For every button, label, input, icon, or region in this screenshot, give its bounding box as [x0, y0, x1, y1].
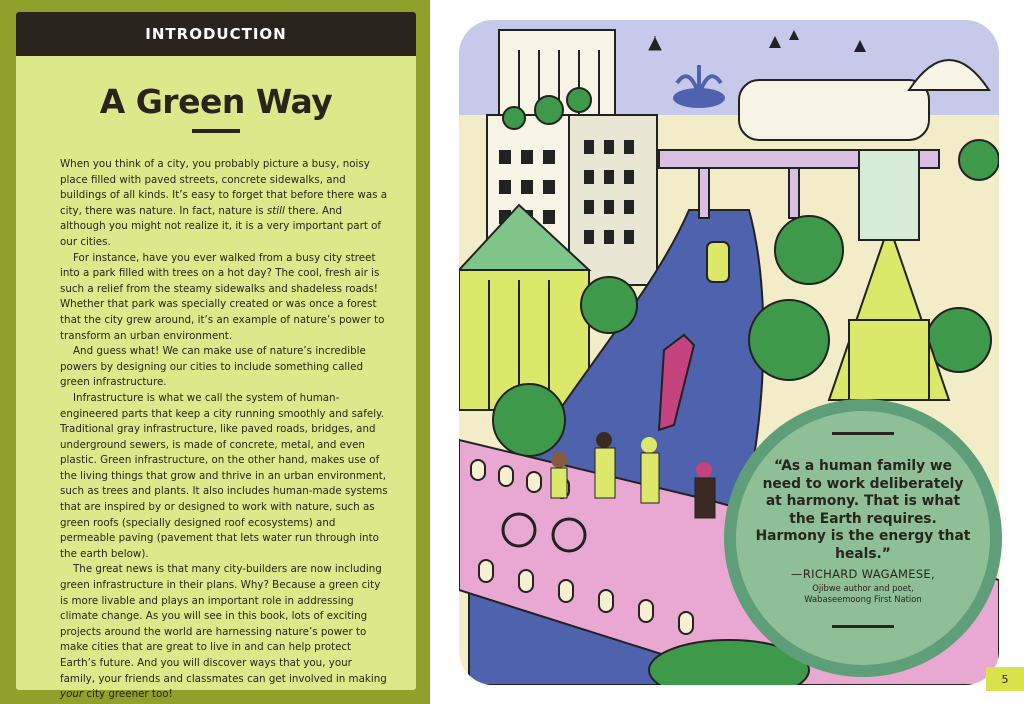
quote-role-line1: Ojibwe author and poet,: [812, 583, 914, 593]
quote-author-role: [736, 583, 990, 605]
paragraph-text: city greener too!: [83, 688, 173, 701]
quote-callout: [724, 399, 1002, 677]
left-page: [0, 0, 430, 704]
page-number: 5: [986, 667, 1024, 691]
paragraph-text: And guess what! We can make use of nature’s incredible powers by designing our cities to include something called green infrastructure.: [60, 345, 366, 389]
body-paragraph: [60, 391, 388, 563]
paragraph-text: The great news is that many city-builders are now including green infrastructure in their plans. Why? Because a green city is more livable and plays an important role in addressing climate change. As you will see in this book, lots of exciting projects around the world are harnessing nature’s power to make cities that are great to live in and can help protect Earth’s future. And you will discover ways that you, your family, your friends and classmates can get involved in making: [60, 563, 387, 685]
body-paragraph: [60, 157, 388, 251]
quote-top-rule: [832, 432, 894, 435]
paragraph-text: For instance, have you ever walked from a busy city street into a park filled with trees on a hot day? The cool, fresh air is such a relief from the steamy sidewalks and shadeless roads! Whether that park was specially created or was once a forest that the city grew around, it’s an example of nature’s power to transform an urban environment.: [60, 251, 385, 342]
body-paragraph: [60, 251, 388, 345]
emphasis-text: your: [60, 688, 84, 701]
emphasis-text: still: [266, 204, 285, 217]
page-title: A Green Way: [99, 82, 333, 121]
right-page: [430, 0, 1024, 704]
section-label: INTRODUCTION: [16, 12, 416, 56]
quote-inner: [736, 411, 990, 665]
quote-role-line2: Wabaseemoong First Nation: [804, 594, 922, 604]
quote-bottom-rule: [832, 625, 894, 628]
quote-text: “As a human family we need to work deliberately at harmony. That is what the Earth requires. Harmony is the energy that heals.”: [755, 458, 971, 562]
paragraph-text: When you think of a city, you probably picture a busy, noisy place filled with paved streets, concrete sidewalks, and buildings of all kinds. It’s easy to forget that before there was a city, there was nature. In fact, nature is: [60, 158, 388, 217]
paragraph-text: there. And although you might not realize it, it is a very important part of our cities.: [60, 204, 382, 248]
body-text: [16, 133, 416, 703]
paragraph-text: Infrastructure is what we call the system of human-engineered parts that keep a city running smoothly and safely. Traditional gray infrastructure, like paved roads, bridges, and underground sewers, is made of concrete, metal, and even plastic. Green infrastructure, on the other hand, makes use of the living things that grow and thrive in an urban environment, such as trees and plants. It also includes human-made systems that are inspired by or designed to work with nature, such as green roofs (specially designed roof ecosystems) and permeable paving (pavement that lets water run through into the earth below).: [60, 391, 388, 560]
quote-author: —RICHARD WAGAMESE,: [791, 567, 935, 581]
body-paragraph: [60, 562, 388, 702]
body-paragraph: [60, 344, 388, 391]
text-panel: [16, 12, 416, 701]
